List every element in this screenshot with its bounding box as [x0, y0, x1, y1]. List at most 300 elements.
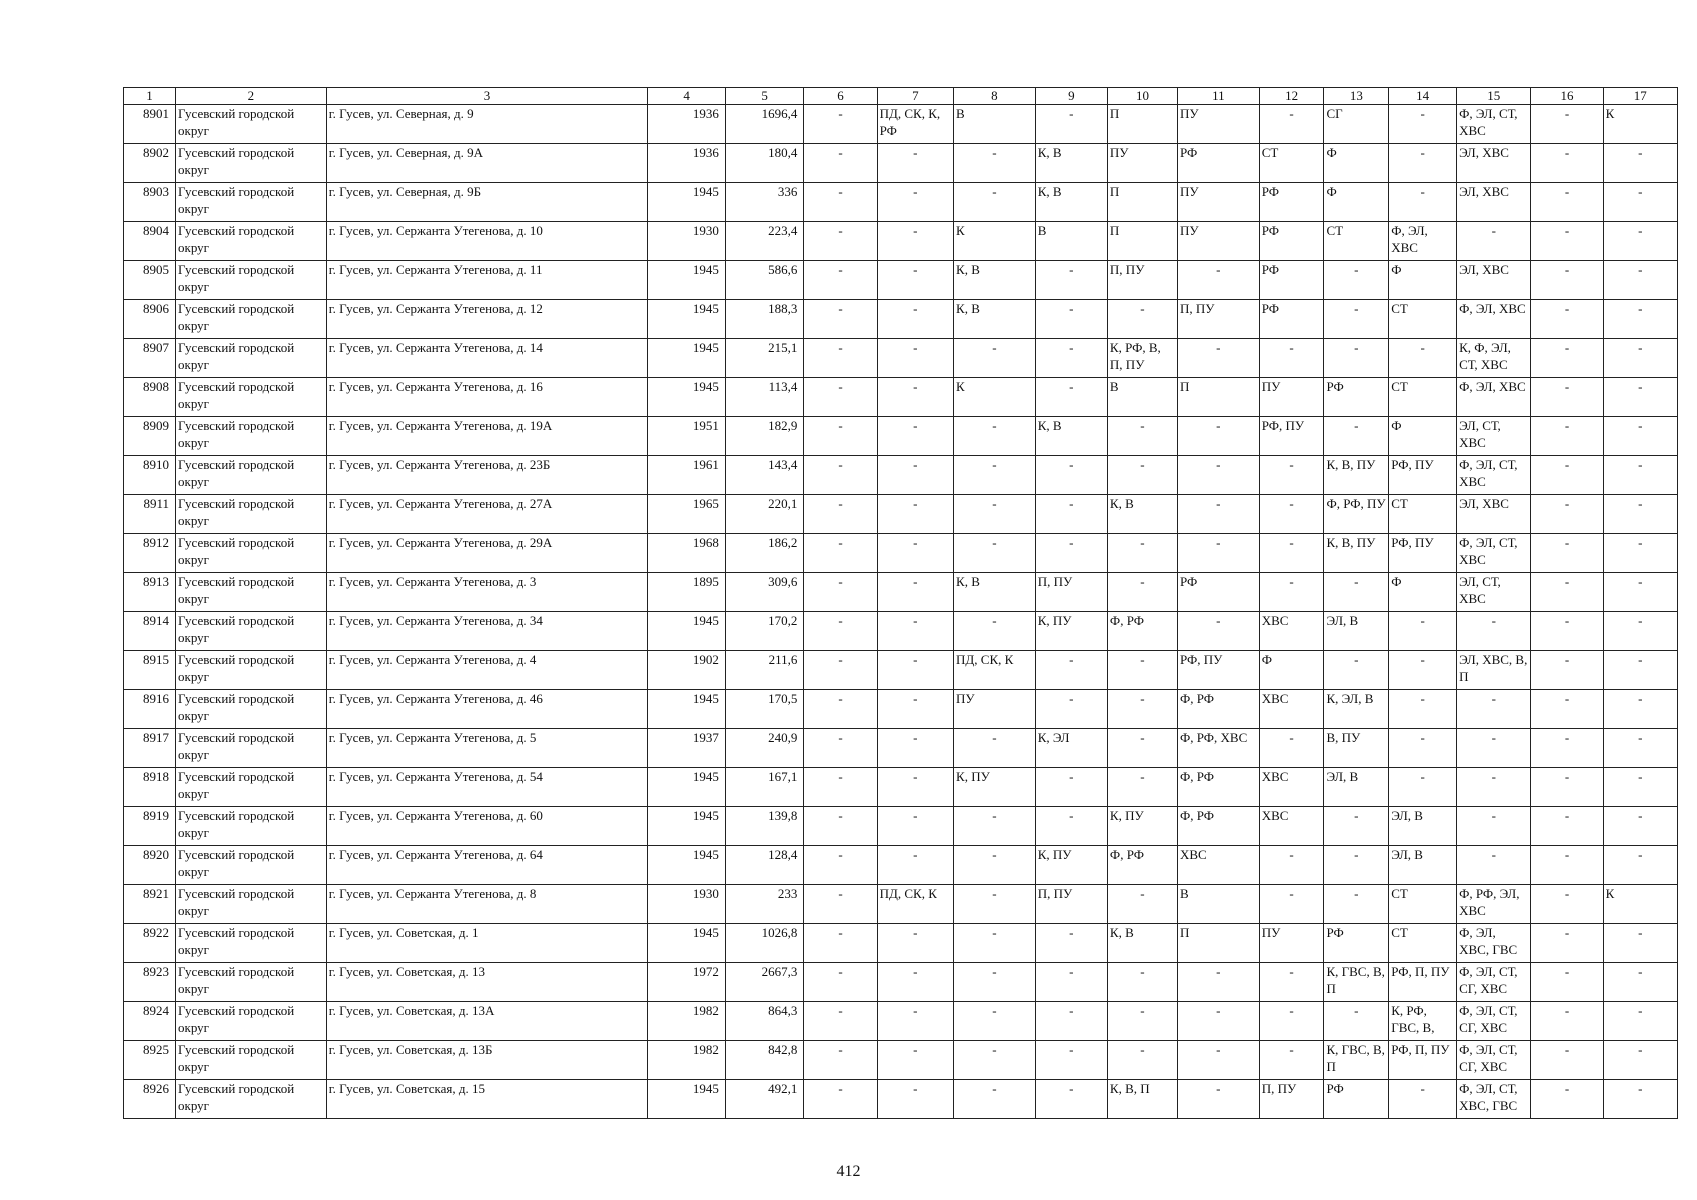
cell-col-11: ХВС — [1177, 846, 1259, 885]
cell-col-7: - — [877, 183, 953, 222]
cell-col-8: - — [954, 144, 1036, 183]
cell-col-14: - — [1389, 729, 1457, 768]
cell-col-16: - — [1531, 105, 1603, 144]
cell-col-15: Ф, ЭЛ, СТ, СГ, ХВС — [1457, 1041, 1531, 1080]
cell-col-4: 1945 — [648, 261, 725, 300]
cell-col-3: г. Гусев, ул. Сержанта Утегенова, д. 11 — [326, 261, 648, 300]
cell-col-2: Гусевский городской округ — [176, 378, 327, 417]
cell-col-16: - — [1531, 339, 1603, 378]
cell-col-2: Гусевский городской округ — [176, 729, 327, 768]
cell-col-9: В — [1035, 222, 1107, 261]
cell-col-6: - — [804, 1080, 877, 1119]
cell-col-7: - — [877, 651, 953, 690]
cell-col-8: - — [954, 612, 1036, 651]
cell-col-13: К, В, ПУ — [1324, 456, 1389, 495]
cell-col-12: - — [1259, 456, 1324, 495]
cell-col-17: - — [1603, 300, 1677, 339]
cell-col-16: - — [1531, 807, 1603, 846]
cell-col-14: К, РФ, ГВС, В, — [1389, 1002, 1457, 1041]
cell-col-15: - — [1457, 612, 1531, 651]
cell-col-4: 1895 — [648, 573, 725, 612]
cell-col-13: СГ — [1324, 105, 1389, 144]
cell-col-7: - — [877, 417, 953, 456]
cell-col-15: Ф, ЭЛ, ХВС — [1457, 378, 1531, 417]
cell-col-3: г. Гусев, ул. Сержанта Утегенова, д. 60 — [326, 807, 648, 846]
cell-col-7: - — [877, 339, 953, 378]
cell-col-10: Ф, РФ — [1107, 846, 1177, 885]
cell-col-14: - — [1389, 183, 1457, 222]
cell-col-15: - — [1457, 690, 1531, 729]
cell-col-3: г. Гусев, ул. Сержанта Утегенова, д. 46 — [326, 690, 648, 729]
cell-col-12: РФ — [1259, 183, 1324, 222]
cell-col-5: 170,2 — [725, 612, 804, 651]
cell-col-7: - — [877, 534, 953, 573]
cell-col-7: - — [877, 1080, 953, 1119]
cell-col-15: - — [1457, 222, 1531, 261]
cell-col-7: ПД, СК, К, РФ — [877, 105, 953, 144]
cell-col-7: - — [877, 222, 953, 261]
cell-col-7: - — [877, 378, 953, 417]
cell-col-4: 1968 — [648, 534, 725, 573]
cell-col-10: - — [1107, 1002, 1177, 1041]
cell-col-5: 143,4 — [725, 456, 804, 495]
cell-col-12: - — [1259, 534, 1324, 573]
cell-col-2: Гусевский городской округ — [176, 300, 327, 339]
cell-col-2: Гусевский городской округ — [176, 846, 327, 885]
cell-col-9: - — [1035, 924, 1107, 963]
cell-col-14: СТ — [1389, 495, 1457, 534]
cell-col-11: Ф, РФ, ХВС — [1177, 729, 1259, 768]
cell-col-5: 180,4 — [725, 144, 804, 183]
cell-col-2: Гусевский городской округ — [176, 1041, 327, 1080]
cell-col-11: П — [1177, 924, 1259, 963]
cell-col-1: 8914 — [124, 612, 176, 651]
cell-col-12: ПУ — [1259, 378, 1324, 417]
cell-col-14: СТ — [1389, 885, 1457, 924]
cell-col-4: 1930 — [648, 222, 725, 261]
cell-col-3: г. Гусев, ул. Сержанта Утегенова, д. 27А — [326, 495, 648, 534]
cell-col-11: В — [1177, 885, 1259, 924]
cell-col-2: Гусевский городской округ — [176, 456, 327, 495]
cell-col-11: - — [1177, 495, 1259, 534]
cell-col-5: 309,6 — [725, 573, 804, 612]
table-row — [124, 300, 1678, 339]
cell-col-6: - — [804, 144, 877, 183]
cell-col-8: - — [954, 963, 1036, 1002]
column-header-6: 6 — [804, 88, 877, 105]
cell-col-12: - — [1259, 846, 1324, 885]
cell-col-8: К — [954, 222, 1036, 261]
table-row — [124, 1080, 1678, 1119]
cell-col-12: РФ — [1259, 300, 1324, 339]
table-row — [124, 261, 1678, 300]
table-row — [124, 846, 1678, 885]
cell-col-11: - — [1177, 1002, 1259, 1041]
housing-registry-table — [123, 87, 1678, 1119]
cell-col-13: СТ — [1324, 222, 1389, 261]
cell-col-5: 128,4 — [725, 846, 804, 885]
cell-col-9: К, В — [1035, 417, 1107, 456]
cell-col-17: - — [1603, 261, 1677, 300]
cell-col-2: Гусевский городской округ — [176, 651, 327, 690]
cell-col-1: 8926 — [124, 1080, 176, 1119]
cell-col-15: - — [1457, 729, 1531, 768]
cell-col-4: 1945 — [648, 612, 725, 651]
cell-col-17: - — [1603, 924, 1677, 963]
cell-col-6: - — [804, 651, 877, 690]
cell-col-10: Ф, РФ — [1107, 612, 1177, 651]
cell-col-4: 1936 — [648, 105, 725, 144]
cell-col-5: 336 — [725, 183, 804, 222]
cell-col-3: г. Гусев, ул. Сержанта Утегенова, д. 29А — [326, 534, 648, 573]
cell-col-16: - — [1531, 456, 1603, 495]
cell-col-13: К, ЭЛ, В — [1324, 690, 1389, 729]
cell-col-15: - — [1457, 807, 1531, 846]
cell-col-17: - — [1603, 417, 1677, 456]
cell-col-7: - — [877, 924, 953, 963]
cell-col-1: 8908 — [124, 378, 176, 417]
cell-col-10: П — [1107, 105, 1177, 144]
cell-col-10: К, В — [1107, 924, 1177, 963]
cell-col-3: г. Гусев, ул. Сержанта Утегенова, д. 14 — [326, 339, 648, 378]
cell-col-16: - — [1531, 885, 1603, 924]
cell-col-2: Гусевский городской округ — [176, 885, 327, 924]
cell-col-14: - — [1389, 339, 1457, 378]
cell-col-5: 182,9 — [725, 417, 804, 456]
cell-col-8: ПД, СК, К — [954, 651, 1036, 690]
cell-col-17: - — [1603, 495, 1677, 534]
cell-col-1: 8909 — [124, 417, 176, 456]
cell-col-17: - — [1603, 456, 1677, 495]
cell-col-12: - — [1259, 339, 1324, 378]
cell-col-17: - — [1603, 768, 1677, 807]
cell-col-11: Ф, РФ — [1177, 807, 1259, 846]
cell-col-13: - — [1324, 885, 1389, 924]
cell-col-2: Гусевский городской округ — [176, 183, 327, 222]
cell-col-5: 215,1 — [725, 339, 804, 378]
cell-col-17: - — [1603, 963, 1677, 1002]
cell-col-8: - — [954, 1041, 1036, 1080]
cell-col-15: Ф, ЭЛ, СТ, СГ, ХВС — [1457, 963, 1531, 1002]
cell-col-2: Гусевский городской округ — [176, 1080, 327, 1119]
cell-col-16: - — [1531, 300, 1603, 339]
cell-col-9: - — [1035, 534, 1107, 573]
cell-col-13: - — [1324, 417, 1389, 456]
cell-col-10: П — [1107, 183, 1177, 222]
cell-col-4: 1945 — [648, 924, 725, 963]
column-header-5: 5 — [725, 88, 804, 105]
cell-col-2: Гусевский городской округ — [176, 768, 327, 807]
cell-col-14: Ф — [1389, 261, 1457, 300]
cell-col-11: РФ — [1177, 573, 1259, 612]
cell-col-13: Ф — [1324, 183, 1389, 222]
cell-col-5: 233 — [725, 885, 804, 924]
table-body — [124, 105, 1678, 1119]
cell-col-3: г. Гусев, ул. Сержанта Утегенова, д. 4 — [326, 651, 648, 690]
cell-col-6: - — [804, 261, 877, 300]
cell-col-5: 223,4 — [725, 222, 804, 261]
cell-col-9: - — [1035, 651, 1107, 690]
cell-col-16: - — [1531, 222, 1603, 261]
cell-col-6: - — [804, 729, 877, 768]
cell-col-5: 139,8 — [725, 807, 804, 846]
cell-col-8: - — [954, 1002, 1036, 1041]
cell-col-10: П — [1107, 222, 1177, 261]
cell-col-15: ЭЛ, СТ, ХВС — [1457, 417, 1531, 456]
cell-col-4: 1945 — [648, 690, 725, 729]
cell-col-6: - — [804, 534, 877, 573]
cell-col-10: - — [1107, 963, 1177, 1002]
column-header-7: 7 — [877, 88, 953, 105]
table-row — [124, 729, 1678, 768]
cell-col-1: 8919 — [124, 807, 176, 846]
column-header-14: 14 — [1389, 88, 1457, 105]
cell-col-3: г. Гусев, ул. Северная, д. 9Б — [326, 183, 648, 222]
cell-col-1: 8903 — [124, 183, 176, 222]
cell-col-12: РФ, ПУ — [1259, 417, 1324, 456]
cell-col-11: П — [1177, 378, 1259, 417]
cell-col-10: - — [1107, 300, 1177, 339]
cell-col-9: - — [1035, 300, 1107, 339]
cell-col-8: - — [954, 885, 1036, 924]
cell-col-6: - — [804, 924, 877, 963]
cell-col-9: - — [1035, 1002, 1107, 1041]
table-row — [124, 963, 1678, 1002]
cell-col-8: К, В — [954, 300, 1036, 339]
cell-col-6: - — [804, 807, 877, 846]
cell-col-14: СТ — [1389, 378, 1457, 417]
cell-col-17: К — [1603, 885, 1677, 924]
cell-col-6: - — [804, 378, 877, 417]
cell-col-9: К, В — [1035, 144, 1107, 183]
cell-col-1: 8910 — [124, 456, 176, 495]
cell-col-4: 1951 — [648, 417, 725, 456]
cell-col-9: К, В — [1035, 183, 1107, 222]
cell-col-15: Ф, РФ, ЭЛ, ХВС — [1457, 885, 1531, 924]
cell-col-17: - — [1603, 534, 1677, 573]
cell-col-15: ЭЛ, ХВС — [1457, 144, 1531, 183]
cell-col-7: - — [877, 261, 953, 300]
cell-col-3: г. Гусев, ул. Северная, д. 9 — [326, 105, 648, 144]
cell-col-11: П, ПУ — [1177, 300, 1259, 339]
cell-col-6: - — [804, 846, 877, 885]
cell-col-2: Гусевский городской округ — [176, 261, 327, 300]
table-row — [124, 807, 1678, 846]
cell-col-16: - — [1531, 534, 1603, 573]
cell-col-11: - — [1177, 456, 1259, 495]
cell-col-8: К — [954, 378, 1036, 417]
cell-col-6: - — [804, 963, 877, 1002]
cell-col-10: К, РФ, В, П, ПУ — [1107, 339, 1177, 378]
cell-col-11: Ф, РФ — [1177, 768, 1259, 807]
cell-col-13: - — [1324, 573, 1389, 612]
cell-col-8: - — [954, 534, 1036, 573]
cell-col-9: - — [1035, 261, 1107, 300]
cell-col-14: ЭЛ, В — [1389, 846, 1457, 885]
cell-col-5: 2667,3 — [725, 963, 804, 1002]
cell-col-17: - — [1603, 573, 1677, 612]
cell-col-13: РФ — [1324, 1080, 1389, 1119]
cell-col-16: - — [1531, 378, 1603, 417]
cell-col-6: - — [804, 1002, 877, 1041]
table-row — [124, 339, 1678, 378]
cell-col-2: Гусевский городской округ — [176, 1002, 327, 1041]
cell-col-6: - — [804, 573, 877, 612]
cell-col-11: - — [1177, 261, 1259, 300]
cell-col-13: РФ — [1324, 378, 1389, 417]
cell-col-6: - — [804, 885, 877, 924]
cell-col-4: 1972 — [648, 963, 725, 1002]
cell-col-10: П, ПУ — [1107, 261, 1177, 300]
cell-col-4: 1936 — [648, 144, 725, 183]
cell-col-10: - — [1107, 729, 1177, 768]
cell-col-2: Гусевский городской округ — [176, 144, 327, 183]
cell-col-10: К, В, П — [1107, 1080, 1177, 1119]
cell-col-4: 1937 — [648, 729, 725, 768]
cell-col-16: - — [1531, 924, 1603, 963]
cell-col-11: - — [1177, 417, 1259, 456]
cell-col-7: - — [877, 963, 953, 1002]
cell-col-16: - — [1531, 846, 1603, 885]
cell-col-16: - — [1531, 612, 1603, 651]
cell-col-7: ПД, СК, К — [877, 885, 953, 924]
cell-col-4: 1945 — [648, 807, 725, 846]
cell-col-1: 8925 — [124, 1041, 176, 1080]
cell-col-9: П, ПУ — [1035, 573, 1107, 612]
cell-col-5: 170,5 — [725, 690, 804, 729]
cell-col-16: - — [1531, 1041, 1603, 1080]
cell-col-12: - — [1259, 573, 1324, 612]
cell-col-5: 240,9 — [725, 729, 804, 768]
cell-col-2: Гусевский городской округ — [176, 612, 327, 651]
cell-col-12: - — [1259, 105, 1324, 144]
cell-col-15: ЭЛ, СТ, ХВС — [1457, 573, 1531, 612]
table-row — [124, 1002, 1678, 1041]
cell-col-16: - — [1531, 963, 1603, 1002]
cell-col-10: - — [1107, 690, 1177, 729]
table-row — [124, 417, 1678, 456]
cell-col-17: - — [1603, 339, 1677, 378]
cell-col-14: - — [1389, 612, 1457, 651]
cell-col-4: 1945 — [648, 378, 725, 417]
cell-col-14: РФ, ПУ — [1389, 534, 1457, 573]
cell-col-17: - — [1603, 1002, 1677, 1041]
cell-col-13: Ф — [1324, 144, 1389, 183]
table-row — [124, 495, 1678, 534]
cell-col-11: ПУ — [1177, 183, 1259, 222]
cell-col-13: - — [1324, 339, 1389, 378]
cell-col-1: 8901 — [124, 105, 176, 144]
cell-col-7: - — [877, 846, 953, 885]
cell-col-3: г. Гусев, ул. Сержанта Утегенова, д. 12 — [326, 300, 648, 339]
cell-col-11: РФ, ПУ — [1177, 651, 1259, 690]
cell-col-2: Гусевский городской округ — [176, 105, 327, 144]
cell-col-2: Гусевский городской округ — [176, 963, 327, 1002]
column-header-9: 9 — [1035, 88, 1107, 105]
cell-col-12: - — [1259, 729, 1324, 768]
cell-col-7: - — [877, 612, 953, 651]
cell-col-9: - — [1035, 456, 1107, 495]
cell-col-3: г. Гусев, ул. Сержанта Утегенова, д. 3 — [326, 573, 648, 612]
cell-col-11: ПУ — [1177, 222, 1259, 261]
cell-col-10: - — [1107, 885, 1177, 924]
cell-col-12: ХВС — [1259, 807, 1324, 846]
cell-col-10: - — [1107, 768, 1177, 807]
cell-col-10: В — [1107, 378, 1177, 417]
cell-col-9: К, ЭЛ — [1035, 729, 1107, 768]
cell-col-14: СТ — [1389, 924, 1457, 963]
cell-col-11: - — [1177, 534, 1259, 573]
cell-col-1: 8922 — [124, 924, 176, 963]
cell-col-10: К, ПУ — [1107, 807, 1177, 846]
cell-col-10: ПУ — [1107, 144, 1177, 183]
cell-col-5: 220,1 — [725, 495, 804, 534]
cell-col-3: г. Гусев, ул. Сержанта Утегенова, д. 8 — [326, 885, 648, 924]
cell-col-4: 1930 — [648, 885, 725, 924]
cell-col-15: - — [1457, 768, 1531, 807]
cell-col-10: - — [1107, 417, 1177, 456]
cell-col-14: РФ, П, ПУ — [1389, 963, 1457, 1002]
table-row — [124, 768, 1678, 807]
cell-col-6: - — [804, 495, 877, 534]
cell-col-17: - — [1603, 1080, 1677, 1119]
cell-col-11: - — [1177, 1080, 1259, 1119]
table-row — [124, 534, 1678, 573]
cell-col-17: - — [1603, 1041, 1677, 1080]
cell-col-2: Гусевский городской округ — [176, 534, 327, 573]
cell-col-13: - — [1324, 651, 1389, 690]
cell-col-2: Гусевский городской округ — [176, 222, 327, 261]
cell-col-2: Гусевский городской округ — [176, 573, 327, 612]
column-header-4: 4 — [648, 88, 725, 105]
column-header-10: 10 — [1107, 88, 1177, 105]
cell-col-7: - — [877, 690, 953, 729]
header-row — [124, 88, 1678, 105]
table-row — [124, 222, 1678, 261]
cell-col-9: - — [1035, 768, 1107, 807]
cell-col-12: - — [1259, 885, 1324, 924]
cell-col-13: ЭЛ, В — [1324, 612, 1389, 651]
table-row — [124, 378, 1678, 417]
cell-col-13: - — [1324, 1002, 1389, 1041]
cell-col-10: - — [1107, 651, 1177, 690]
cell-col-4: 1982 — [648, 1002, 725, 1041]
cell-col-8: - — [954, 183, 1036, 222]
cell-col-17: - — [1603, 846, 1677, 885]
cell-col-2: Гусевский городской округ — [176, 924, 327, 963]
cell-col-8: ПУ — [954, 690, 1036, 729]
cell-col-15: ЭЛ, ХВС, В, П — [1457, 651, 1531, 690]
cell-col-6: - — [804, 1041, 877, 1080]
cell-col-13: В, ПУ — [1324, 729, 1389, 768]
cell-col-7: - — [877, 1041, 953, 1080]
cell-col-1: 8911 — [124, 495, 176, 534]
cell-col-6: - — [804, 222, 877, 261]
cell-col-10: - — [1107, 534, 1177, 573]
cell-col-12: - — [1259, 963, 1324, 1002]
cell-col-8: К, В — [954, 573, 1036, 612]
cell-col-10: - — [1107, 456, 1177, 495]
cell-col-8: В — [954, 105, 1036, 144]
cell-col-16: - — [1531, 573, 1603, 612]
cell-col-1: 8902 — [124, 144, 176, 183]
cell-col-3: г. Гусев, ул. Сержанта Утегенова, д. 16 — [326, 378, 648, 417]
cell-col-15: - — [1457, 846, 1531, 885]
cell-col-9: К, ПУ — [1035, 846, 1107, 885]
cell-col-2: Гусевский городской округ — [176, 495, 327, 534]
cell-col-14: СТ — [1389, 300, 1457, 339]
cell-col-14: - — [1389, 690, 1457, 729]
